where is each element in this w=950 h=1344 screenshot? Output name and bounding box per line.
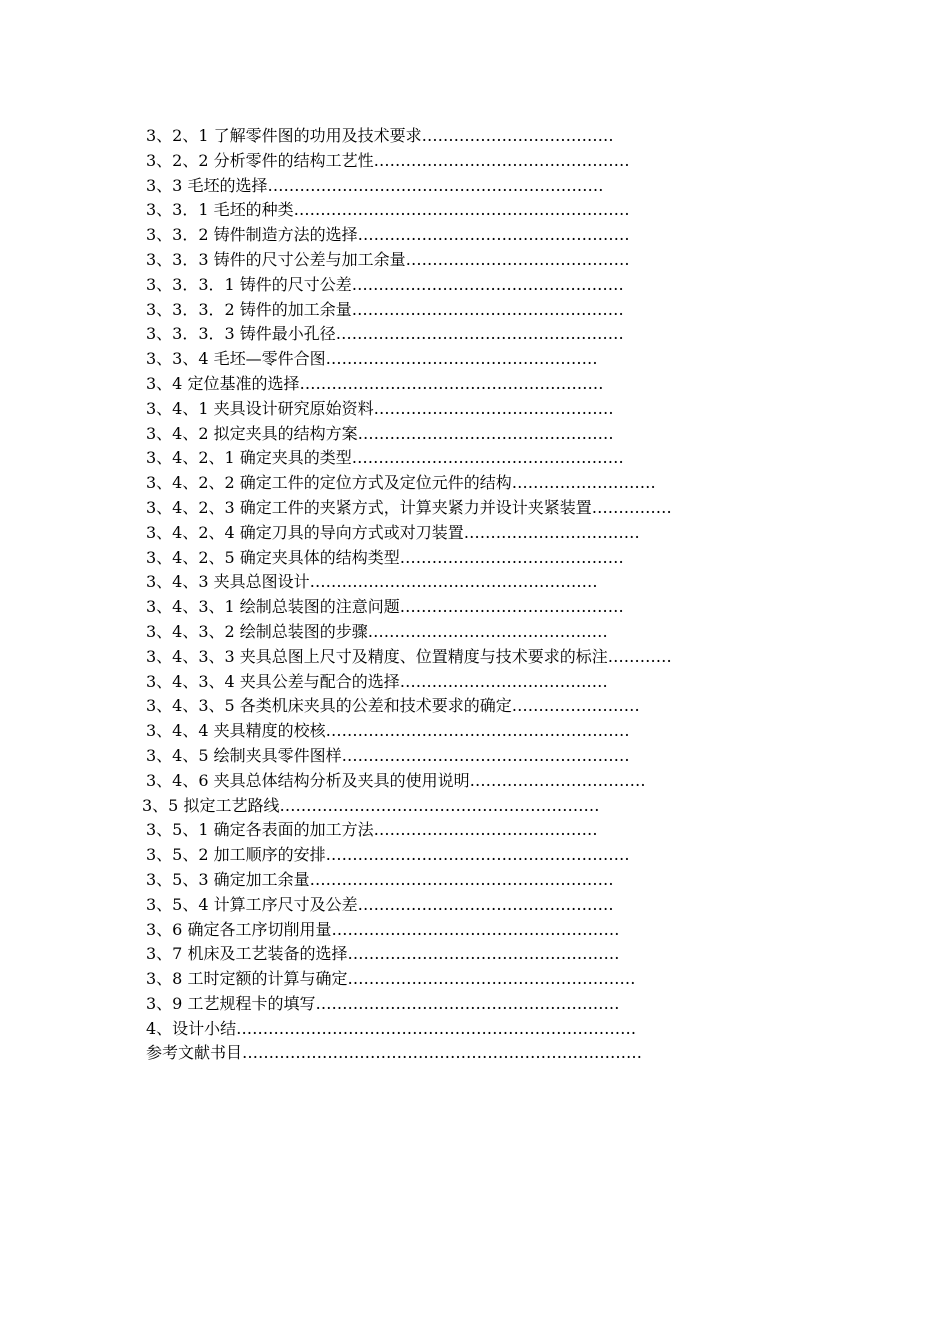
toc-entry[interactable]: 3、5、3 确定加工余量………………………………………………… bbox=[146, 869, 614, 889]
toc-entry[interactable]: 3、4、3、3 夹具总图上尺寸及精度、位置精度与技术要求的标注………… bbox=[146, 646, 672, 666]
toc-entry[interactable]: 3、3．3．2 铸件的加工余量…………………………………………… bbox=[146, 299, 624, 319]
toc-entry[interactable]: 3、4、1 夹具设计研究原始资料……………………………………… bbox=[146, 398, 614, 418]
toc-entry[interactable]: 3、3．3．1 铸件的尺寸公差…………………………………………… bbox=[146, 274, 624, 294]
table-of-contents bbox=[142, 124, 786, 1066]
toc-entry[interactable]: 3、4、2、5 确定夹具体的结构类型…………………………………… bbox=[146, 547, 624, 567]
toc-entry[interactable]: 3、2、1 了解零件图的功用及技术要求……………………………… bbox=[146, 126, 614, 145]
toc-entry[interactable]: 3、3．3 铸件的尺寸公差与加工余量…………………………………… bbox=[146, 249, 630, 269]
toc-entry[interactable]: 3、3．2 铸件制造方法的选择…………………………………………… bbox=[146, 225, 630, 245]
toc-entry[interactable]: 3、3．3．3 铸件最小孔径……………………………………………… bbox=[146, 324, 624, 344]
toc-entry[interactable]: 3、5、2 加工顺序的安排………………………………………………… bbox=[146, 845, 630, 865]
toc-entry[interactable]: 3、6 确定各工序切削用量……………………………………………… bbox=[146, 919, 620, 939]
toc-entry[interactable]: 3、5 拟定工艺路线…………………………………………………… bbox=[142, 795, 600, 815]
toc-entry[interactable]: 3、5、1 确定各表面的加工方法…………………………………… bbox=[146, 820, 598, 840]
toc-entry[interactable]: 3、3．1 毛坯的种类……………………………………………………… bbox=[146, 200, 630, 220]
toc-entry[interactable]: 3、4、3、5 各类机床夹具的公差和技术要求的确定…………………… bbox=[146, 696, 640, 716]
toc-entry[interactable]: 3、4、3 夹具总图设计……………………………………………… bbox=[146, 572, 598, 592]
toc-entry[interactable]: 3、4、3、4 夹具公差与配合的选择………………………………… bbox=[146, 671, 608, 691]
toc-entry[interactable]: 3、4、3、2 绘制总装图的步骤……………………………………… bbox=[146, 621, 608, 641]
toc-entry[interactable]: 3、4、2、2 确定工件的定位方式及定位元件的结构……………………… bbox=[146, 473, 656, 493]
toc-entry[interactable]: 3、2、2 分析零件的结构工艺性………………………………………… bbox=[146, 150, 630, 170]
toc-entry[interactable]: 3、4、2 拟定夹具的结构方案………………………………………… bbox=[146, 423, 614, 443]
toc-entry[interactable]: 3、9 工艺规程卡的填写………………………………………………… bbox=[146, 993, 620, 1013]
toc-entry[interactable]: 3、4、2、3 确定工件的夹紧方式，计算夹紧力并设计夹紧装置…………… bbox=[146, 497, 672, 517]
toc-entry[interactable]: 3、4、4 夹具精度的校核………………………………………………… bbox=[146, 721, 630, 741]
toc-entry[interactable]: 3、3、4 毛坯—零件合图…………………………………………… bbox=[146, 349, 598, 369]
toc-entry[interactable]: 3、8 工时定额的计算与确定……………………………………………… bbox=[146, 969, 636, 989]
toc-entry[interactable]: 3、4、3、1 绘制总装图的注意问题…………………………………… bbox=[146, 597, 624, 617]
toc-entry[interactable]: 3、4 定位基准的选择………………………………………………… bbox=[146, 373, 604, 393]
toc-entry[interactable]: 3、4、2、4 确定刀具的导向方式或对刀装置…………………………… bbox=[146, 522, 640, 542]
toc-entry[interactable]: 3、7 机床及工艺装备的选择…………………………………………… bbox=[146, 944, 620, 964]
toc-entry[interactable]: 3、4、6 夹具总体结构分析及夹具的使用说明…………………………… bbox=[146, 770, 646, 790]
toc-entry[interactable]: 参考文献书目………………………………………………………………… bbox=[146, 1043, 643, 1063]
toc-entry[interactable]: 3、5、4 计算工序尺寸及公差………………………………………… bbox=[146, 894, 614, 914]
toc-entry[interactable]: 3、4、5 绘制夹具零件图样……………………………………………… bbox=[146, 745, 630, 765]
toc-entry[interactable]: 3、3 毛坯的选择……………………………………………………… bbox=[146, 175, 604, 195]
toc-entry[interactable]: 4、设计小结………………………………………………………………… bbox=[146, 1018, 637, 1038]
toc-entry[interactable]: 3、4、2、1 确定夹具的类型…………………………………………… bbox=[146, 448, 624, 468]
